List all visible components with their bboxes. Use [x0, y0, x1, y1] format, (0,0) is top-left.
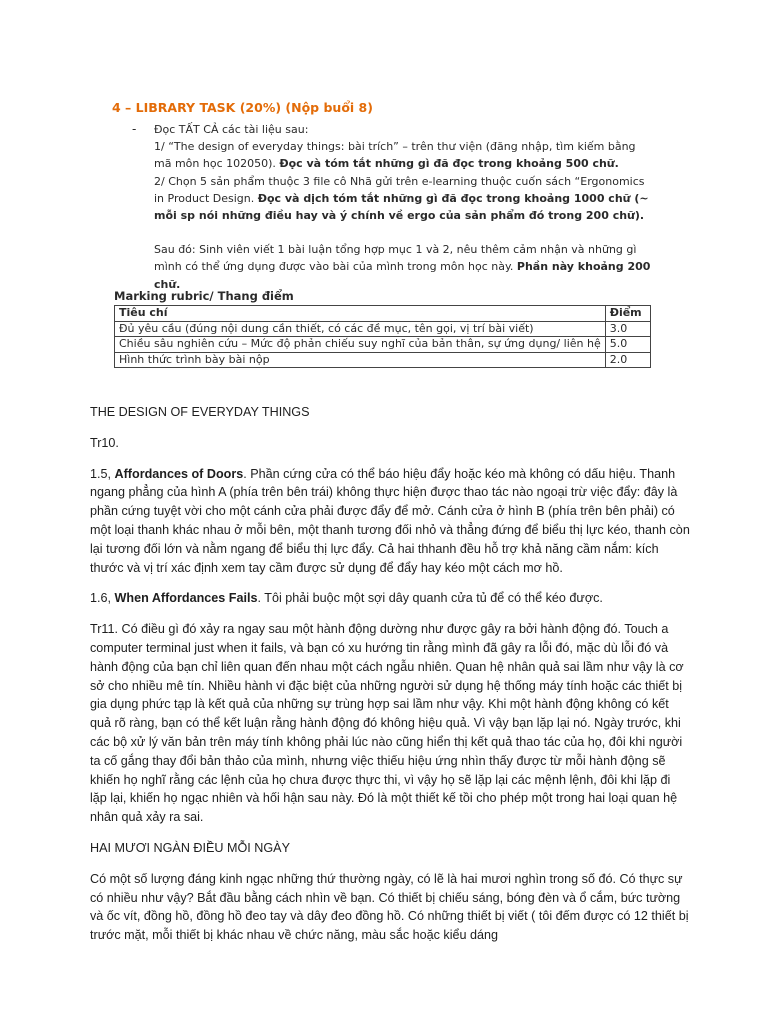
- list-bullet: -: [132, 122, 137, 136]
- rubric-criteria: Chiều sâu nghiên cứu – Mức độ phản chiếu suy nghĩ của bản thân, sự ứng dụng/ liên hệ: [115, 337, 606, 353]
- task-item-1-bold: Đọc và tóm tắt những gì đã đọc trong khoảng 500 chữ.: [279, 157, 619, 171]
- rubric-table: [114, 305, 651, 368]
- rubric-criteria: Hình thức trình bày bài nộp: [115, 352, 606, 368]
- rubric-title: Marking rubric/ Thang điểm: [114, 289, 294, 303]
- task-after-text: Sau đó: Sinh viên viết 1 bài luận tổng hợp mục 1 và 2, nêu thêm cảm nhận và những gì mình có thể ứng dụng được vào bài của mình trong môn học này.: [154, 243, 637, 274]
- library-task-box: [112, 100, 652, 293]
- task-intro: Đọc TẤT CẢ các tài liệu sau:: [154, 123, 309, 136]
- rubric-score: 3.0: [605, 321, 650, 337]
- paragraph-text: . Tôi phải buộc một sợi dây quanh cửa tủ để có thể kéo được.: [257, 591, 603, 606]
- section-heading: Affordances of Doors: [114, 466, 244, 481]
- section-heading: When Affordances Fails: [114, 591, 258, 606]
- task-list: [132, 121, 652, 293]
- task-body: [154, 121, 652, 293]
- paragraph-everyday-things: Có một số lượng đáng kinh ngạc những thứ thường ngày, có lẽ là hai mươi nghìn trong số đó. Có thực sự có nhiều như vậy? Bắt đầu bằng cách nhìn về bạn. Có thiết bị chiếu sáng, bóng đèn và ổ cắm, bức tường và ốc vít, đồng hồ, đồng hồ đeo tay và dây đeo đồng hồ. Có những thiết bị viết ( tôi đếm được có 12 thiết bị trước mặt, mỗi thiết bị khác nhau về chức năng, màu sắc hoặc kiểu dáng: [90, 871, 689, 943]
- rubric-header-row: [115, 306, 651, 322]
- section-number: 1.6,: [90, 591, 115, 606]
- rubric-header-criteria: Tiêu chí: [115, 306, 606, 322]
- rubric-score: 2.0: [605, 352, 650, 368]
- table-row: [115, 352, 651, 368]
- task-item-2-bold: Đọc và dịch tóm tắt những gì đã đọc trong khoảng 1000 chữ (~ mỗi sp nói những điều hay và ý chính về ergo của sản phẩm đó trong 200 chữ).: [154, 191, 649, 223]
- section-heading-twenty-thousand: HAI MƯƠI NGÀN ĐIỀU MỖI NGÀY: [90, 840, 290, 855]
- document-body: [90, 403, 690, 957]
- document-title: THE DESIGN OF EVERYDAY THINGS: [90, 405, 310, 419]
- table-row: [115, 337, 651, 353]
- rubric-header-score: Điểm: [605, 306, 650, 322]
- task-heading: 4 – LIBRARY TASK (20%) (Nộp buổi 8): [112, 100, 373, 115]
- task-item-1: [154, 138, 652, 172]
- task-item-2-text: 2/ Chọn 5 sản phẩm thuộc 3 file cô Nhã gửi trên e-learning thuộc cuốn sách “Ergonomics in Product Design.: [154, 174, 645, 205]
- rubric-criteria: Đủ yêu cầu (đúng nội dung cần thiết, có các đề mục, tên gọi, vị trí bài viết): [115, 321, 606, 337]
- paragraph-text: . Phần cứng cửa có thể báo hiệu đẩy hoặc kéo mà không có dấu hiệu. Thanh ngang phẳng của hình A (phía trên bên trái) không thực hiện được thao tác nào ngoại trừ việc đẩy: đây là phần cứng tuyệt vời cho một cánh cửa phải được đẩy để mở. Cánh cửa ở hình B (phía trên bên phải) có một loại thanh khác nhau ở mỗi bên, một thanh tương đối nhỏ và thẳng đứng để biểu thị lực kéo, thanh còn lại tương đối lớn và nằm ngang để biểu thị lực đẩy. Cả hai thhanh đều hỗ trợ khả năng cầm nắm: kích thước và vị trí xác định xem tay cầm được sử dụng để đẩy hay kéo một cách mơ hồ.: [90, 466, 690, 575]
- paragraph-tr11: Tr11. Có điều gì đó xảy ra ngay sau một hành động dường như được gây ra bởi hành động đó. Touch a computer terminal just when it fails, và bạn có xu hướng tin rằng mình đã gây ra lỗi đó, mặc dù lỗi đó và hành động của bạn chỉ liên quan đến nhau một cách ngẫu nhiên. Quan hệ nhân quả sai lầm như vậy là cơ sở cho nhiều mê tín. Nhiều hành vi đặc biệt của những người sử dụng hệ thống máy tính hoặc các thiết bị gia dụng phức tạp là kết quả của những sự trùng hợp sai lầm như vậy. Khi một hành động không có kết quả rõ ràng, bạn có thể kết luận rằng hành động đó không hiệu quả. Vì vậy bạn lặp lại nó. Ngày trước, khi các bộ xử lý văn bản trên máy tính không phải lúc nào cũng hiển thị kết quả thao tác của họ, đôi khi người ta cố gắng thay đổi bản thảo của mình, nhưng việc thiếu hiệu ứng nhìn thấy được từ mỗi hành động sẽ khiến họ nghĩ rằng các lệnh của họ chưa được thực thi, vì vậy họ sẽ lặp lại các mệnh lệnh, đôi khi lặp đi lặp lại, khiến họ ngạc nhiên và hối hận sau này. Đó là một thiết kế tồi cho phép một trong hai loại quan hệ nhân quả xảy ra sai.: [90, 622, 684, 825]
- task-after-bold: Phần này khoảng 200 chữ.: [154, 260, 651, 291]
- paragraph-affordances-of-doors: [90, 465, 690, 578]
- page-marker: Tr10.: [90, 435, 119, 450]
- rubric-score: 5.0: [605, 337, 650, 353]
- paragraph-when-affordances-fail: [90, 589, 690, 608]
- table-row: [115, 321, 651, 337]
- task-after: [154, 241, 652, 293]
- section-number: 1.5,: [90, 466, 115, 481]
- task-item-2: [154, 173, 652, 225]
- task-item-1-text: 1/ “The design of everyday things: bài trích” – trên thư viện (đăng nhập, tìm kiếm bằng mã môn học 102050).: [154, 140, 636, 171]
